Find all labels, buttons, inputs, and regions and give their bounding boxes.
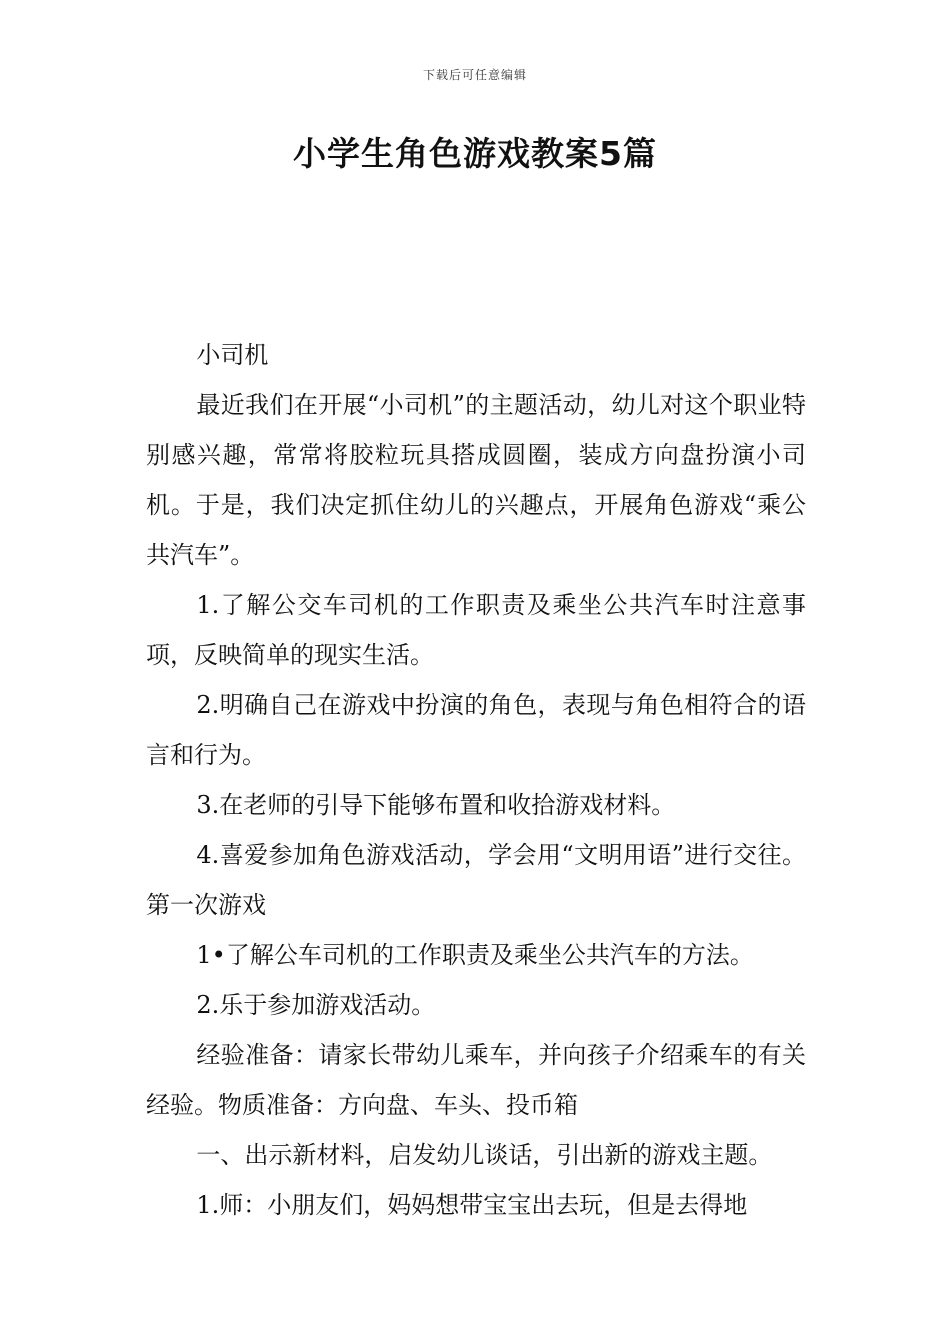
page-header-note: 下载后可任意编辑 — [422, 68, 527, 82]
document-body — [146, 330, 806, 1230]
paragraph-step-1-detail: 1.师：小朋友们，妈妈想带宝宝出去玩，但是去得地 — [196, 1191, 748, 1219]
paragraph-first-game-goal-1: 1•了解公车司机的工作职责及乘坐公共汽车的方法。 — [196, 941, 754, 969]
paragraph-goal-1: 1.了解公交车司机的工作职责及乘坐公共汽车时注意事项，反映简单的现实生活。 — [146, 591, 806, 669]
paragraph-goal-2: 2.明确自己在游戏中扮演的角色，表现与角色相符合的语言和行为。 — [146, 691, 806, 769]
document-title: 小学生角色游戏教案5篇 — [293, 134, 657, 173]
paragraph-section-heading: 小司机 — [196, 341, 269, 369]
paragraph-goal-4: 4.喜爱参加角色游戏活动，学会用“文明用语”进行交往。第一次游戏 — [146, 841, 806, 919]
paragraph-intro: 最近我们在开展“小司机”的主题活动，幼儿对这个职业特别感兴趣，常常将胶粒玩具搭成圆圈，装成方向盘扮演小司机。于是，我们决定抓住幼儿的兴趣点，开展角色游戏“乘公共汽车”。 — [146, 391, 806, 569]
paragraph-step-1: 一、出示新材料，启发幼儿谈话，引出新的游戏主题。 — [196, 1141, 773, 1169]
paragraph-preparation: 经验准备：请家长带幼儿乘车，并向孩子介绍乘车的有关经验。物质准备：方向盘、车头、投币箱 — [146, 1041, 806, 1119]
paragraph-goal-3: 3.在老师的引导下能够布置和收拾游戏材料。 — [196, 791, 676, 819]
paragraph-first-game-goal-2: 2.乐于参加游戏活动。 — [196, 991, 436, 1019]
